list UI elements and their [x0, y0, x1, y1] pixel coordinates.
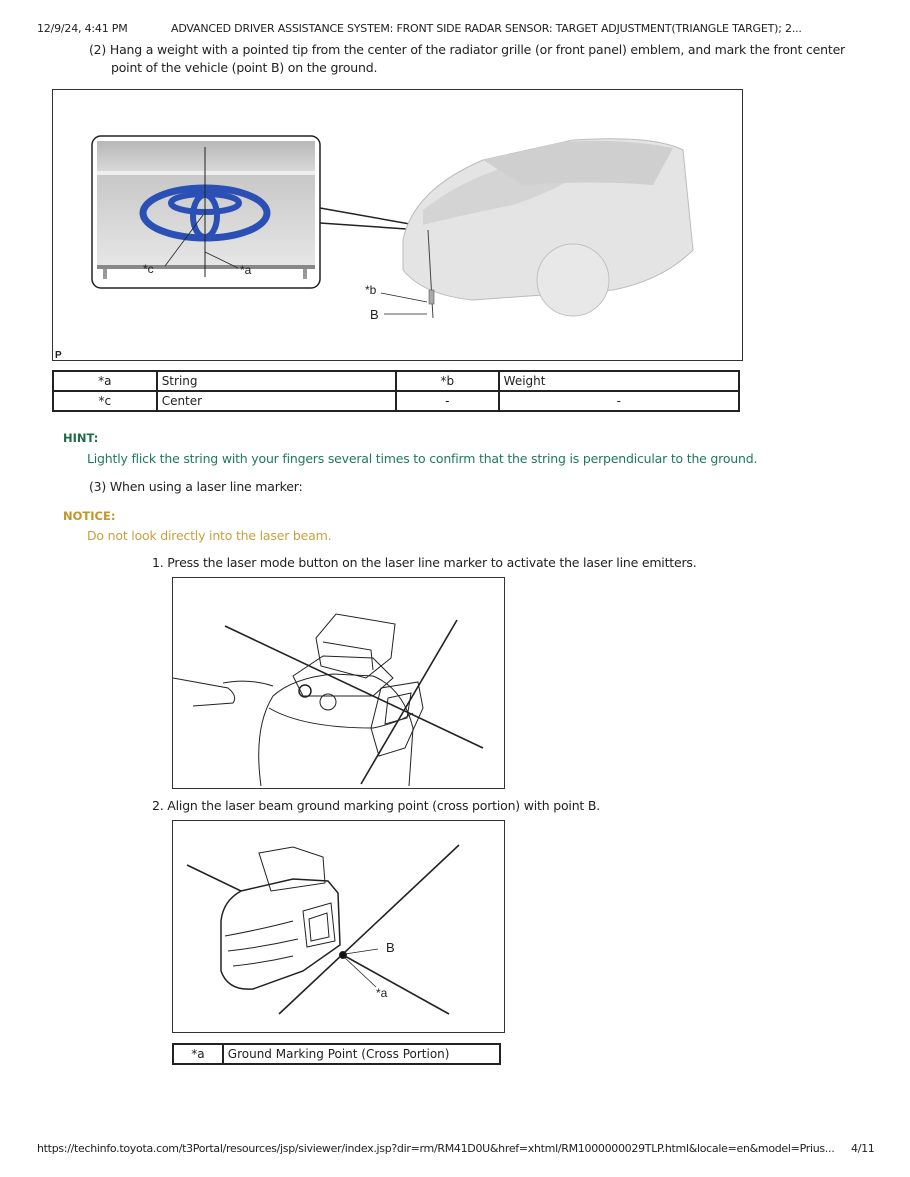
label-point-b: B: [370, 307, 379, 322]
page-title: ADVANCED DRIVER ASSISTANCE SYSTEM: FRONT SIDE RADAR SENSOR: TARGET ADJUSTMENT(TRIANGLE TARGET); 2...: [171, 22, 802, 35]
legend-row: [173, 1044, 500, 1064]
legend-value: String: [157, 371, 396, 391]
legend-key: *c: [53, 391, 157, 411]
laser-align-illustration: [173, 821, 504, 1032]
step-3-text: (3) When using a laser line marker:: [89, 479, 303, 494]
vehicle-emblem-illustration: [53, 90, 742, 360]
hint-text: Lightly flick the string with your fingers several times to confirm that the string is perpendicular to the ground.: [87, 451, 758, 466]
figure-align-cross-point: [172, 820, 505, 1033]
hint-heading: HINT:: [63, 431, 99, 445]
legend-value: -: [499, 391, 739, 411]
legend-row: [53, 391, 739, 411]
figure-corner-label: P: [55, 350, 62, 360]
substep-1-text: 1. Press the laser mode button on the laser line marker to activate the laser line emitters.: [152, 555, 697, 570]
page-number: 4/11: [851, 1142, 875, 1155]
label-point-b: B: [386, 940, 395, 955]
label-b: *b: [365, 283, 377, 297]
legend-table-1: [52, 370, 740, 412]
substep-2-text: 2. Align the laser beam ground marking point (cross portion) with point B.: [152, 798, 601, 813]
page-url: https://techinfo.toyota.com/t3Portal/resources/jsp/siviewer/index.jsp?dir=rm/RM41D0U&href=xhtml/RM1000000029TLP.html&locale=en&model=Prius...: [37, 1142, 835, 1155]
step-2-line-2: point of the vehicle (point B) on the ground.: [111, 60, 378, 75]
print-datetime: 12/9/24, 4:41 PM: [37, 22, 128, 35]
step-2-line-1: (2) Hang a weight with a pointed tip from the center of the radiator grille (or front panel) emblem, and mark the front center: [89, 42, 845, 57]
label-a: *a: [376, 986, 388, 1000]
legend-row: [53, 371, 739, 391]
legend-value: Weight: [499, 371, 739, 391]
notice-heading: NOTICE:: [63, 509, 116, 523]
label-a: *a: [240, 263, 252, 277]
legend-key: *a: [53, 371, 157, 391]
legend-key: *a: [173, 1044, 223, 1064]
laser-button-illustration: [173, 578, 504, 788]
legend-value: Center: [157, 391, 396, 411]
figure-laser-mode-button: [172, 577, 505, 789]
legend-key: -: [396, 391, 499, 411]
legend-value: Ground Marking Point (Cross Portion): [223, 1044, 500, 1064]
legend-key: *b: [396, 371, 499, 391]
figure-vehicle-emblem: [52, 89, 743, 361]
notice-text: Do not look directly into the laser beam.: [87, 528, 332, 543]
label-c: *c: [143, 262, 154, 276]
legend-table-2: [172, 1043, 501, 1065]
